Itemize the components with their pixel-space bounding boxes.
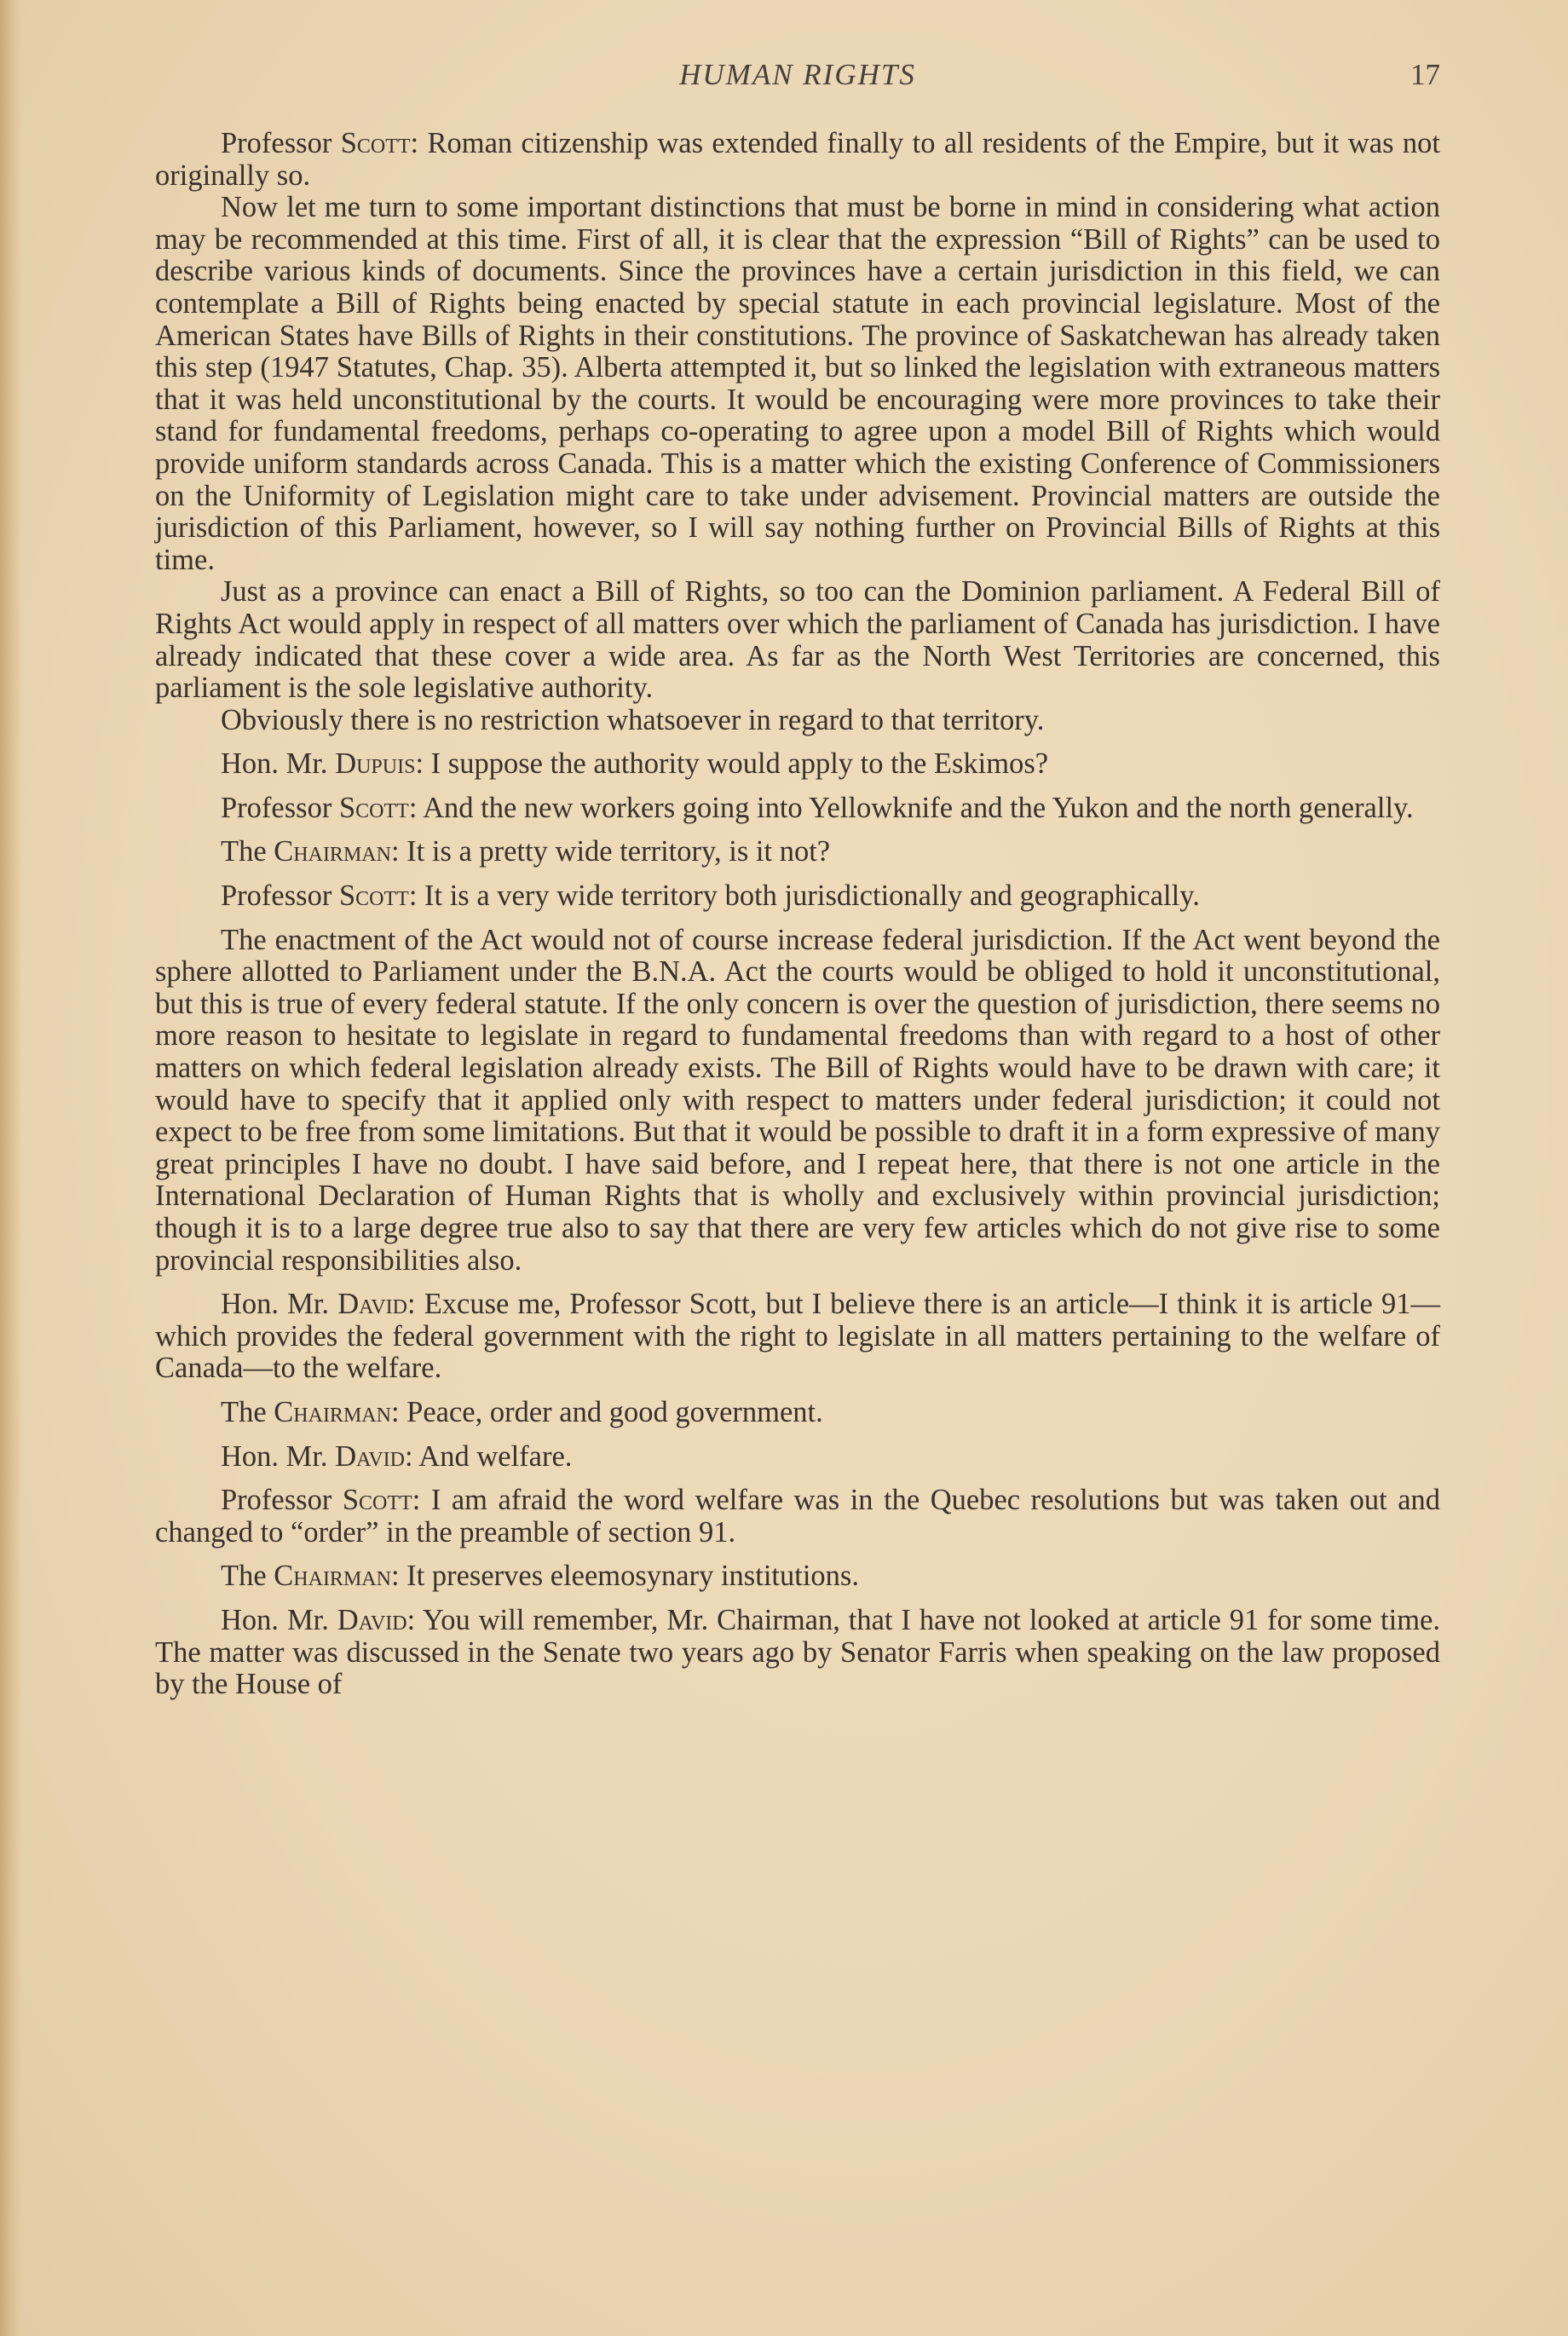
paragraph-3: Just as a province can enact a Bill of Rights, so too can the Dominion parliament. A Federal Bill of Rights Act would apply in respect of all matters over which the parliament of Canada has jurisdiction. I have already indicated that these cover a wide area. As far as the North West Territories are concerned, this parliament is the sole legislative authority. <box>155 575 1440 705</box>
paragraph-4: Obviously there is no restriction whatsoever in regard to that territory. <box>221 703 1045 736</box>
paragraph-6: Professor Scott: And the new workers going into Yellowknife and the Yukon and the north generally. <box>221 791 1414 824</box>
paragraph-15: Hon. Mr. David: You will remember, Mr. Chairman, that I have not looked at article 91 for some time. The matter was discussed in the Senate two years ago by Senator Farris when speaking on the law proposed by the House of <box>155 1603 1440 1701</box>
speaker-name: Scott <box>342 1484 412 1517</box>
paragraph-13: Professor Scott: I am afraid the word welfare was in the Quebec resolutions but was taken out and changed to “order” in the preamble of section 91. <box>155 1484 1441 1549</box>
body-text <box>155 128 1440 1713</box>
paragraph-5: Hon. Mr. Dupuis: I suppose the authority would apply to the Eskimos? <box>221 747 1049 781</box>
speaker-name: Scott <box>338 791 409 824</box>
speaker-name: Chairman <box>274 1560 391 1593</box>
paragraph-10: Hon. Mr. David: Excuse me, Professor Scott, but I believe there is an article—I think it is article 91—which provides the federal government with the right to legislate in all matters pertaining to the welfare of Canada—to the welfare. <box>155 1288 1440 1385</box>
speaker-name: David <box>335 1439 405 1473</box>
paragraph-11: The Chairman: Peace, order and good government. <box>221 1395 823 1428</box>
speaker-name: Chairman <box>274 835 391 868</box>
paragraph-2: Now let me turn to some important distinctions that must be borne in mind in considering what action may be recommended at this time. First of all, it is clear that the expression “Bill of Rights” can be used to describe various kinds of documents. Since the provinces have a certain jurisdiction in this field, we can contemplate a Bill of Rights being enacted by special statute in each provincial legislature. Most of the American States have Bills of Rights in their constitutions. The province of Saskatchewan has already taken this step (1947 Statutes, Chap. 35). Alberta attempted it, but so linked the legislation with extraneous matters that it was held unconstitutional by the courts. It would be encouraging were more provinces to take their stand for fundamental freedoms, perhaps co-operating to agree upon a model Bill of Rights which would provide uniform standards across Canada. This is a matter which the existing Conference of Commissioners on the Uniformity of Legislation might care to take under advisement. Provincial matters are outside the jurisdiction of this Parliament, however, so I will say nothing further on Provincial Bills of Rights at this time. <box>155 191 1440 576</box>
paragraph-7: The Chairman: It is a pretty wide territory, is it not? <box>221 835 831 868</box>
page-binding-edge <box>0 0 22 2336</box>
speaker-name: Scott <box>338 880 409 913</box>
paragraph-12: Hon. Mr. David: And welfare. <box>221 1439 573 1473</box>
paragraph-8: Professor Scott: It is a very wide territory both jurisdictionally and geographically. <box>221 880 1200 913</box>
page-header <box>155 58 1440 101</box>
speaker-name: David <box>337 1288 407 1321</box>
paragraph-1: Professor Scott: Roman citizenship was extended finally to all residents of the Empire, but it was not originally so. <box>155 127 1440 192</box>
paragraph-9: The enactment of the Act would not of course increase federal jurisdiction. If the Act went beyond the sphere allotted to Parliament under the B.N.A. Act the courts would be obliged to hold it unconstitutional, but this is true of every federal statute. If the only concern is over the question of jurisdiction, there seems no more reason to hesitate to legislate in regard to fundamental freedoms than with regard to a host of other matters on which federal legislation already exists. The Bill of Rights would have to be drawn with care; it would have to specify that it applied only with respect to matters under federal jurisdiction; it could not expect to be free from some limitations. But that it would be possible to draft it in a form expressive of many great principles I have no doubt. I have said before, and I repeat here, that there is not one article in the International Declaration of Human Rights that is wholly and exclusively within provincial jurisdiction; though it is to a large degree true also to say that there are very few articles which do not give rise to some provincial responsibilities also. <box>155 923 1440 1277</box>
paragraph-14: The Chairman: It preserves eleemosynary institutions. <box>221 1560 859 1593</box>
speaker-name: Chairman <box>274 1395 391 1428</box>
page-number: 17 <box>1410 58 1440 91</box>
speaker-name: Dupuis <box>335 747 416 781</box>
running-title: HUMAN RIGHTS <box>679 58 916 91</box>
speaker-name: Scott <box>340 127 411 159</box>
speaker-name: David <box>337 1603 407 1636</box>
